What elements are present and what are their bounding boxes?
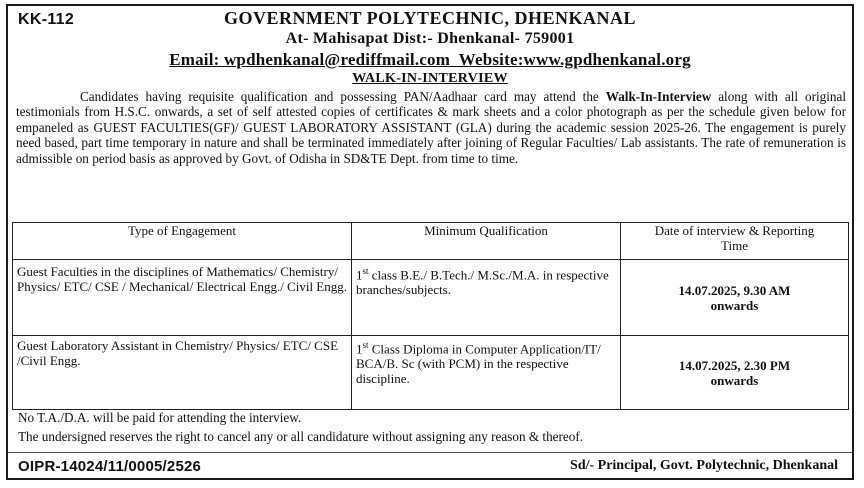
header-date: Date of interview & Reporting Time	[621, 223, 849, 260]
note-ta-da: No T.A./D.A. will be paid for attending the interview.	[18, 410, 302, 425]
qual-sup: st	[362, 340, 369, 350]
notice-code-top: KK-112	[18, 11, 75, 28]
row-engagement: Guest Laboratory Assistant in Chemistry/ Physics/ ETC/ CSE /Civil Engg.	[13, 336, 352, 410]
date-line: 14.07.2025, 9.30 AM	[678, 282, 791, 298]
notice-paragraph	[16, 89, 846, 166]
para-bold: Walk-In-Interview	[605, 89, 712, 104]
contact-line: Email: wpdhenkanal@rediffmail.com Website:www.gpdhenkanal.org	[169, 50, 691, 69]
date-onwards: onwards	[710, 372, 759, 388]
header-engagement: Type of Engagement	[13, 223, 352, 260]
row-date	[621, 260, 849, 336]
note-reservation: The undersigned reserves the right to cancel any or all candidature without assigning any reason & thereof.	[18, 429, 584, 444]
qual-ordinal: 1	[356, 267, 363, 283]
date-line: 14.07.2025, 2.30 PM	[678, 357, 791, 373]
row-qualification	[352, 336, 621, 410]
signature: Sd/- Principal, Govt. Polytechnic, Dhenkanal	[570, 458, 838, 473]
qual-rest: Class Diploma in Computer Application/IT/ BCA/B. Sc (with PCM) in the respective discipline.	[356, 341, 601, 387]
engagement-table	[12, 222, 849, 410]
date-onwards: onwards	[710, 297, 759, 313]
row-date	[621, 336, 849, 410]
notice-frame	[6, 4, 854, 480]
row-qualification	[352, 260, 621, 336]
oipr-code: OIPR-14024/11/0005/2526	[18, 458, 202, 475]
notice-title: WALK-IN-INTERVIEW	[352, 71, 508, 86]
row-engagement: Guest Faculties in the disciplines of Mathematics/ Chemistry/ Physics/ ETC/ CSE / Mechanical/ Electrical Engg./ Civil Engg.	[13, 260, 352, 336]
table-header-row	[13, 223, 849, 260]
institution-name: GOVERNMENT POLYTECHNIC, DHENKANAL	[223, 8, 637, 28]
table-row	[13, 260, 849, 336]
divider	[8, 452, 852, 453]
para-start: Candidates having requisite qualification and possessing PAN/Aadhaar card may attend the	[80, 89, 606, 104]
institution-address: At- Mahisapat Dist:- Dhenkanal- 759001	[285, 30, 575, 47]
qual-ordinal: 1	[356, 341, 363, 357]
qual-sup: st	[362, 266, 369, 276]
table-row	[13, 336, 849, 410]
para-end: along with all original testimonials from H.S.C. onwards, a set of self attested copies of certificates & mark sheets and a color photograph as per the schedule given below for empaneled as GUEST FACULTIES(GF)/ GUEST LABORATORY ASSISTANT (GLA) during the academic session 2025-26. The engagement is purely need based, part time temporary in nature and shall be terminated immediately after joining of Regular Faculties/ Lab assistants. The rate of remuneration is admissible on period basis as approved by Govt. of Odisha in SD&TE Dept. from time to time.	[16, 89, 846, 166]
qual-rest: class B.E./ B.Tech./ M.Sc./M.A. in respective branches/subjects.	[356, 267, 609, 298]
header-qualification: Minimum Qualification	[352, 223, 621, 260]
